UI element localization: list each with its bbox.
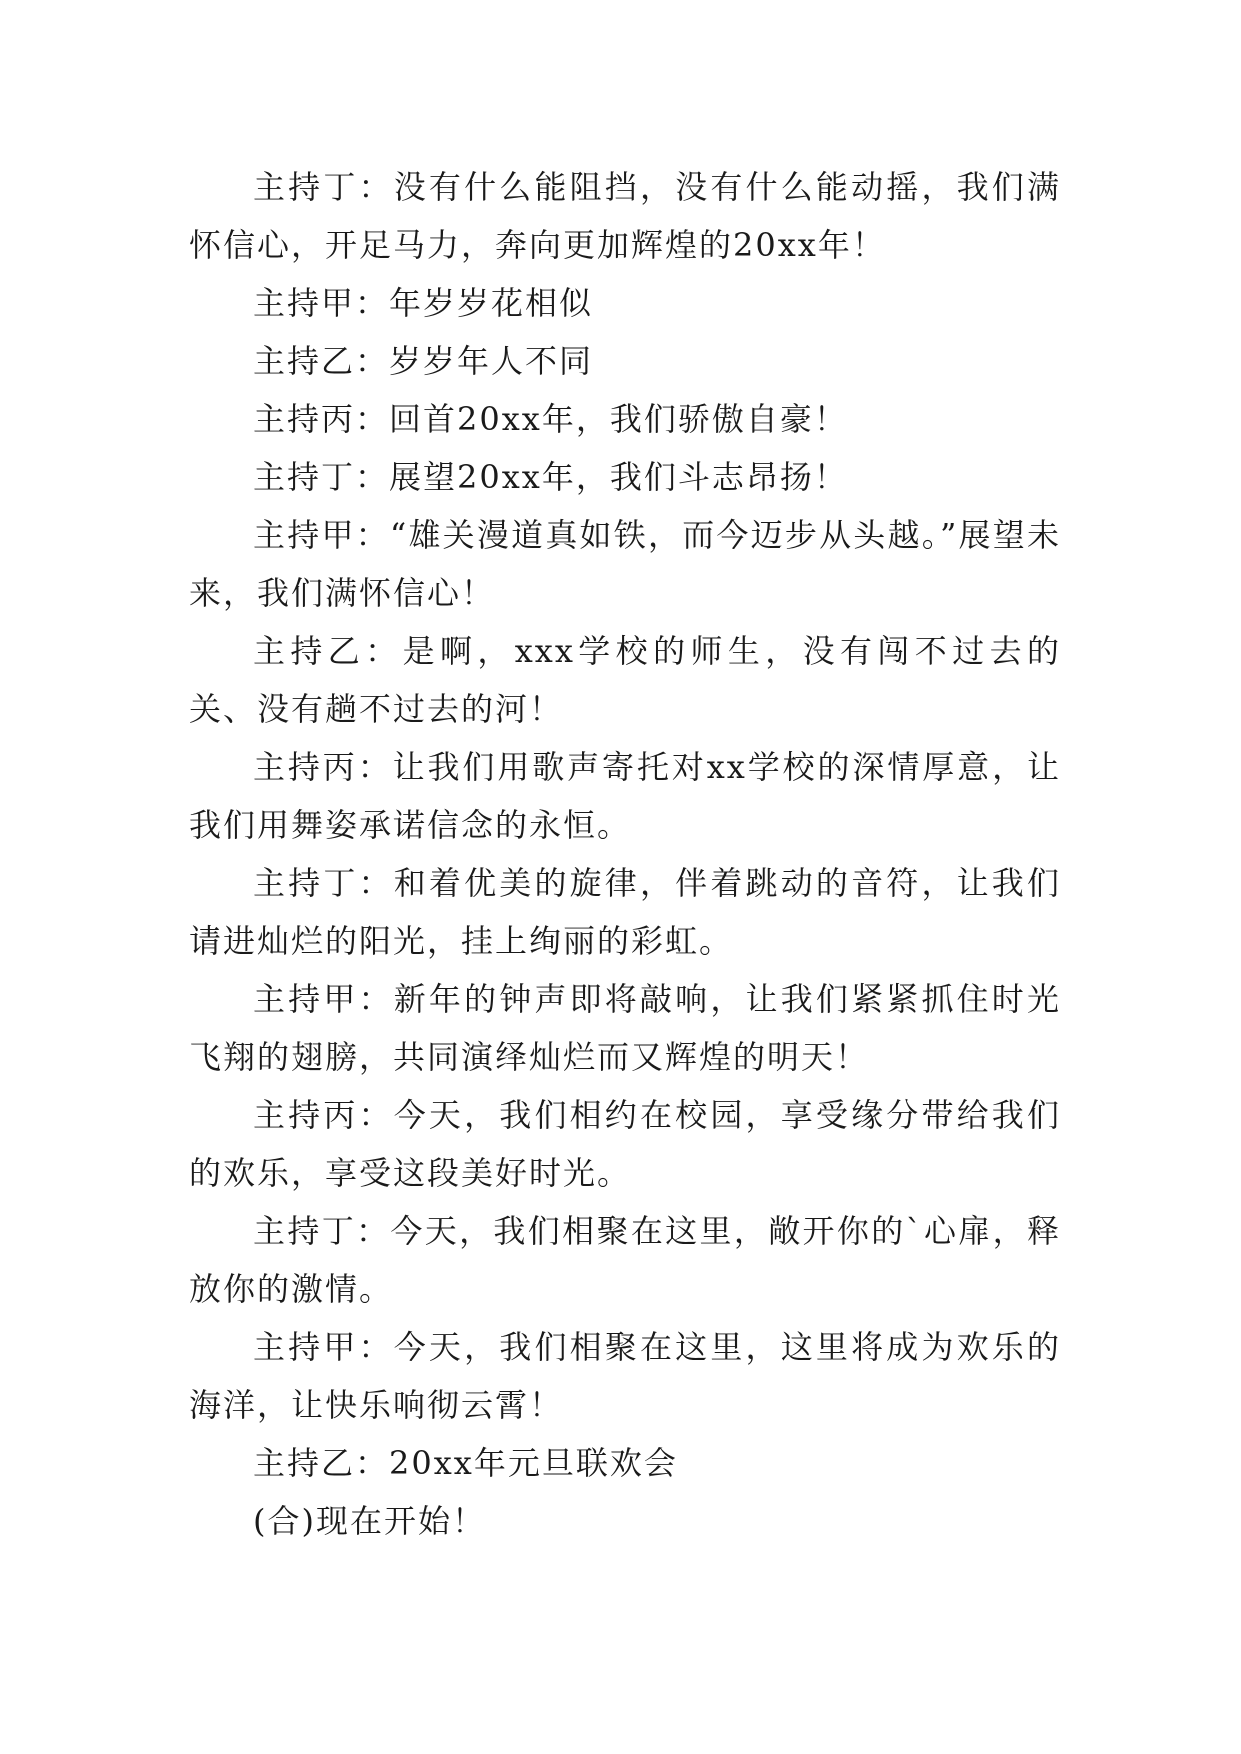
paragraph: 主持乙：是啊，xxx学校的师生，没有闯不过去的关、没有趟不过去的河！ — [189, 632, 1061, 728]
paragraph: 主持乙：岁岁年人不同 — [253, 342, 594, 380]
paragraph: 主持丁：展望20xx年，我们斗志昂扬！ — [253, 458, 848, 496]
document-body — [189, 158, 1061, 1550]
paragraph: 主持丁：和着优美的旋律，伴着跳动的音符，让我们请进灿烂的阳光，挂上绚丽的彩虹。 — [189, 864, 1061, 960]
paragraph: 主持乙：20xx年元旦联欢会 — [253, 1444, 678, 1482]
paragraph: 主持丁：今天，我们相聚在这里，敞开你的`心扉，释放你的激情。 — [189, 1212, 1061, 1308]
paragraph: 主持丁：没有什么能阻挡，没有什么能动摇，我们满怀信心，开足马力，奔向更加辉煌的20xx年！ — [189, 168, 1061, 264]
paragraph: 主持丙：今天，我们相约在校园，享受缘分带给我们的欢乐，享受这段美好时光。 — [189, 1096, 1061, 1192]
paragraph: 主持甲：今天，我们相聚在这里，这里将成为欢乐的海洋，让快乐响彻云霄！ — [189, 1328, 1061, 1424]
paragraph: 主持甲：新年的钟声即将敲响，让我们紧紧抓住时光飞翔的翅膀，共同演绎灿烂而又辉煌的明天！ — [189, 980, 1061, 1076]
paragraph: 主持甲：年岁岁花相似 — [253, 284, 594, 322]
paragraph: 主持丙：回首20xx年，我们骄傲自豪！ — [253, 400, 848, 438]
paragraph: 主持甲：“雄关漫道真如铁，而今迈步从头越。”展望未来，我们满怀信心！ — [189, 516, 1061, 612]
paragraph: (合)现在开始！ — [253, 1502, 486, 1540]
paragraph: 主持丙：让我们用歌声寄托对xx学校的深情厚意，让我们用舞姿承诺信念的永恒。 — [189, 748, 1061, 844]
